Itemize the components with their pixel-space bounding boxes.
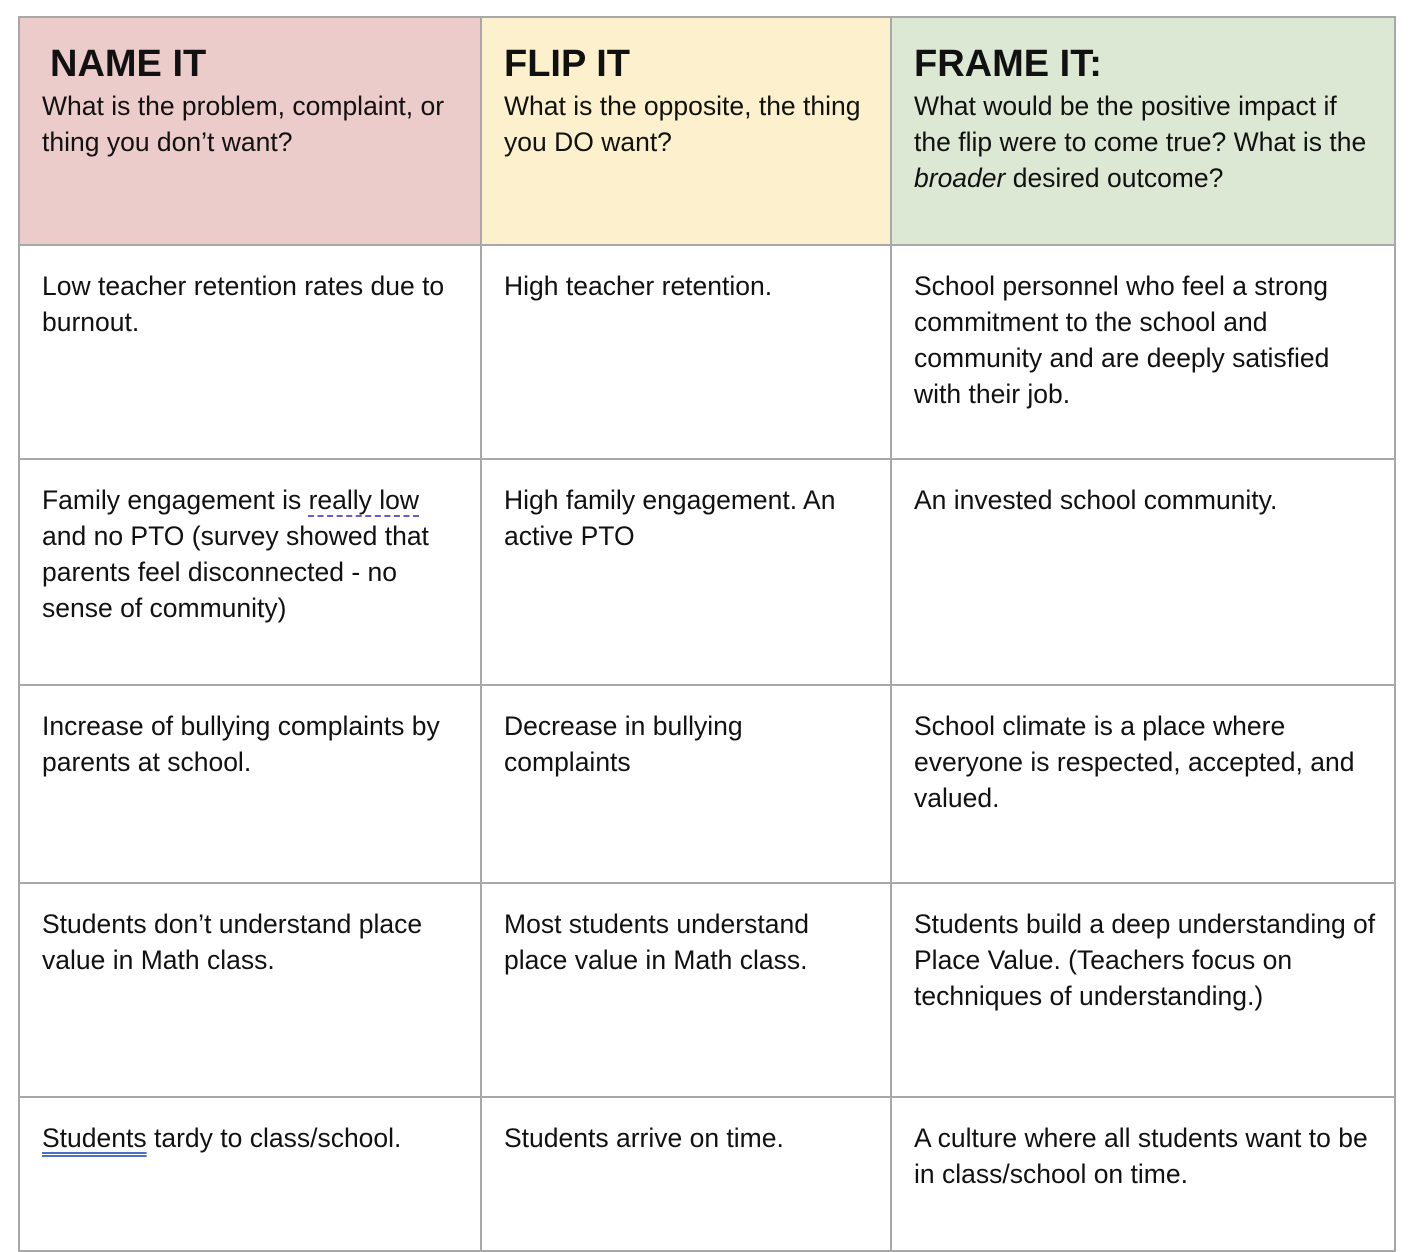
flip-it-description: What is the opposite, the thing you DO want?	[504, 91, 861, 157]
spelling-flagged-text[interactable]: really low	[308, 485, 420, 515]
frame-it-cell: An invested school community.	[891, 459, 1395, 685]
table-row	[19, 883, 1395, 1097]
cell-text: Family engagement is	[42, 485, 309, 515]
frame-it-title: FRAME IT:	[914, 43, 1102, 85]
flip-it-cell: Decrease in bullying complaints	[481, 685, 891, 883]
frame-it-description	[914, 91, 1366, 193]
frame-it-cell: Students build a deep understanding of Place Value. (Teachers focus on techniques of understanding.)	[891, 883, 1395, 1097]
name-it-description: What is the problem, complaint, or thing you don’t want?	[42, 91, 445, 157]
flip-it-cell: High family engagement. An active PTO	[481, 459, 891, 685]
name-it-cell: Increase of bullying complaints by parents at school.	[19, 685, 481, 883]
frame-it-description-part: What would be the positive impact if the flip were to come true? What is the	[914, 91, 1367, 157]
name-it-cell	[19, 459, 481, 685]
table-row	[19, 245, 1395, 459]
flip-it-cell: High teacher retention.	[481, 245, 891, 459]
frame-it-description-part: desired outcome?	[1005, 163, 1224, 193]
frame-it-cell: School personnel who feel a strong commitment to the school and community and are deeply satisfied with their job.	[891, 245, 1395, 459]
grammar-flagged-text[interactable]: Students	[42, 1123, 147, 1153]
flip-it-cell: Most students understand place value in Math class.	[481, 883, 891, 1097]
header-row	[19, 17, 1395, 245]
flip-it-title: FLIP IT	[504, 43, 630, 85]
name-it-title: NAME IT	[50, 43, 207, 85]
frame-it-description-emphasis: broader	[914, 163, 1006, 193]
name-it-cell: Students don’t understand place value in Math class.	[19, 883, 481, 1097]
table-row	[19, 685, 1395, 883]
name-flip-frame-table	[18, 16, 1396, 1252]
name-it-cell: Low teacher retention rates due to burnout.	[19, 245, 481, 459]
table-row	[19, 459, 1395, 685]
cell-text: tardy to class/school.	[146, 1123, 402, 1153]
table-row	[19, 1097, 1395, 1251]
flip-it-header	[481, 17, 891, 245]
name-it-cell	[19, 1097, 481, 1251]
flip-it-cell: Students arrive on time.	[481, 1097, 891, 1251]
frame-it-cell: School climate is a place where everyone is respected, accepted, and valued.	[891, 685, 1395, 883]
frame-it-header	[891, 17, 1395, 245]
frame-it-cell: A culture where all students want to be in class/school on time.	[891, 1097, 1395, 1251]
cell-text: and no PTO (survey showed that parents feel disconnected - no sense of community)	[42, 521, 429, 623]
name-it-header	[19, 17, 481, 245]
